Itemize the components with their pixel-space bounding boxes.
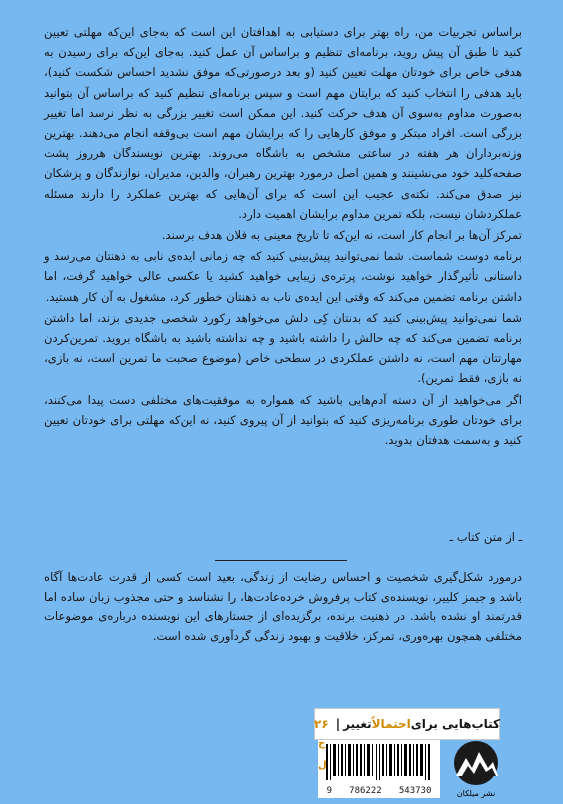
side-marks [318, 738, 328, 778]
paragraph: براساس تجربیات من، راه بهتر برای دستیابی به اهدافتان این است که به‌جای این‌که مهلتی تعیین کنید تا طبق آن پیش روید، برنامه‌ای تنظیم و براساس آن عمل کنید. به‌جای این‌که برای رسیدن به هدفی خاص برای خودتان مهلت تعیین کنید (و بعد درصورتی‌که موفق نشدید احساس شکست کنید)، باید هدفی را انتخاب کنید که برایتان مهم است و سپس برنامه‌ای تنظیم کنید که براساس آن بتوانید به‌صورت مداوم به‌سوی آن هدف حرکت کنید. این ممکن است تغییر بزرگی به نظر نرسد اما تغییر بزرگی است. افراد مبتکر و موفق کارهایی را که برایشان مهم است بی‌وقفه انجام می‌دهند. بهترین وزنه‌برداران هر هفته در ساعتی مشخص به باشگاه می‌روند. بهترین نویسندگان هرروز پشت صفحه‌کلید خود می‌نشینند و همین اصل درمورد بهترین رهبران، والدین، مدیران، نوازندگان و پزشکان نیز صدق می‌کند. نکته‌ی عجیب این است که برای آن‌هایی که بهترین عملکرد را دارند مسئله عملکردشان نیست، بلکه تمرین مداوم برایشان اهمیت دارد. [44, 25, 522, 221]
main-text [44, 22, 522, 451]
paragraph: تمرکز آن‌ها بر انجام کار است، نه این‌که تا تاریخ معینی به فلان هدف برسند. [161, 228, 522, 243]
series-separator: | [335, 717, 341, 731]
series-banner [314, 708, 500, 740]
series-highlight: احتمالاً [371, 717, 411, 731]
barcode-bars-icon [326, 744, 432, 780]
publisher-logo [446, 740, 506, 798]
side-mark: ج [318, 738, 326, 749]
barcode-digit-group: 9 [326, 786, 332, 796]
source-note: ـ از متن کتاب ـ [449, 530, 522, 544]
paragraph: اگر می‌خواهید از آن دسته آدم‌هایی باشید که همواره به موفقیت‌های مختلفی دست پیدا می‌کنند، برای خودتان طوری برنامه‌ریزی کنید که بتوانید از آن پیروی کنید، نه این‌که مهلتی برای خودتان تعیین کنید و به‌سمت هدفتان بدوید. [44, 392, 522, 448]
series-number: ۲۶ [314, 717, 329, 731]
barcode-digit-group: 543730 [398, 786, 432, 796]
series-suffix: تغییر [343, 717, 372, 731]
publisher-name: نشر میلکان [456, 789, 496, 798]
series-prefix: کتاب‌هایی برای [410, 717, 500, 731]
mountain-logo-icon [446, 740, 506, 786]
barcode-digits [318, 786, 440, 796]
side-mark: ل [318, 760, 327, 771]
divider [215, 560, 347, 561]
paragraph: برنامه دوست شماست. شما نمی‌توانید پیش‌بینی کنید که چه زمانی ایده‌ی نابی به ذهنتان می‌رسد و داستانی تأثیرگذار خواهید نوشت، پرتره‌ی زیبایی خواهید کشید یا عکسی عالی خواهید گرفت، اما داشتن برنامه تضمین می‌کند که وقتی این ایده‌ی ناب به ذهنتان خطور کرد، مشغول به آن کار هستید. [44, 249, 522, 304]
author-bio: درمورد شکل‌گیری شخصیت و احساس رضایت از زندگی، بعید است کسی از قدرت عادت‌ها آگاه باشد و جیمز کلییر، نویسنده‌ی کتاب پرفروش خرده‌عادت‌ها، را نشناسد و حتی مجذوب زبان ساده اما قدرتمند او نشده باشد. در ذهنیت برنده، برگزیده‌ای از جستارهای این نویسنده درباره‌ی موضوعات مختلفی همچون بهره‌وری، تمرکز، خلاقیت و بهبود زندگی گردآوری شده است. [44, 570, 522, 643]
barcode [318, 740, 440, 798]
paragraph: شما نمی‌توانید پیش‌بینی کنید که بدنتان کِی دلش می‌خواهد رکورد شخصی جدیدی بزند، اما داشتن برنامه تضمین می‌کند که چه حالش را داشته باشید و چه نداشته باشید به باشگاه بروید. تمرین‌کردن مهارتتان مهم است، نه داشتن عملکردی در سطحی خاص (موضوع صحبت ما تمرین است، نه بازی، نه بازی، فقط تمرین). [44, 310, 522, 386]
barcode-digit-group: 786222 [349, 786, 382, 796]
